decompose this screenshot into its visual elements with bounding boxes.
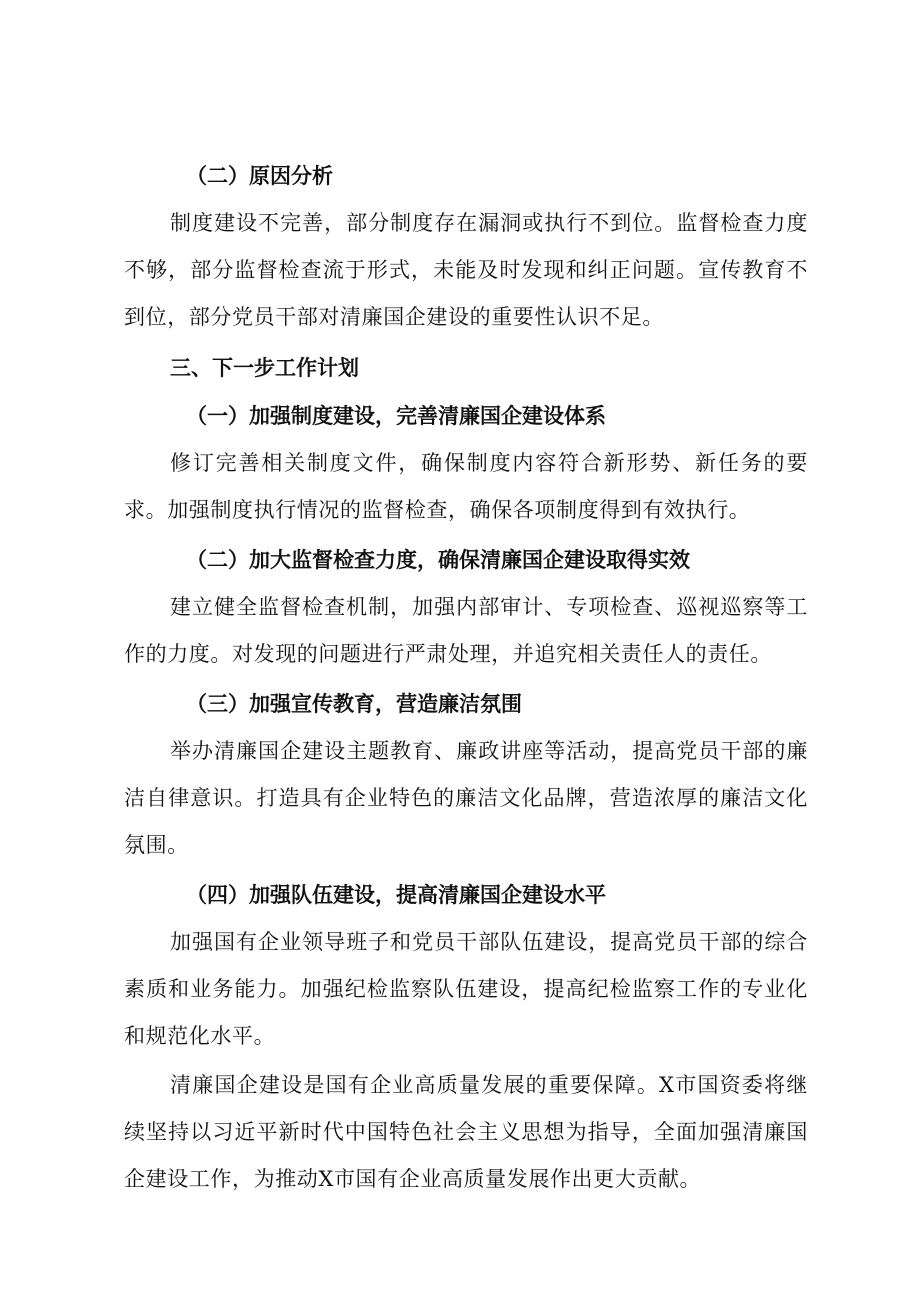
subheading-cause-analysis: （二）原因分析 [186, 163, 333, 188]
paragraph-supervision: 建立健全监督检查机制，加强内部审计、专项检查、巡视巡察等工作的力度。对发现的问题进行严肃处理，并追究相关责任人的责任。 [124, 595, 808, 666]
document-body [124, 152, 808, 1205]
paragraph-system-building: 修订完善相关制度文件，确保制度内容符合新形势、新任务的要求。加强制度执行情况的监督检查，确保各项制度得到有效执行。 [124, 451, 808, 522]
paragraph-education: 举办清廉国企建设主题教育、廉政讲座等活动，提高党员干部的廉洁自律意识。打造具有企业特色的廉洁文化品牌，营造浓厚的廉洁文化氛围。 [124, 739, 808, 857]
subheading-system-building: （一）加强制度建设，完善清廉国企建设体系 [186, 403, 606, 428]
subheading-education: （三）加强宣传教育，营造廉洁氛围 [186, 691, 522, 716]
heading-next-steps: 三、下一步工作计划 [170, 355, 359, 380]
paragraph-conclusion: 清廉国企建设是国有企业高质量发展的重要保障。X市国资委将继续坚持以习近平新时代中国特色社会主义思想为指导，全面加强清廉国企建设工作，为推动X市国有企业高质量发展作出更大贡献。 [124, 1073, 808, 1191]
subheading-supervision: （二）加大监督检查力度，确保清廉国企建设取得实效 [186, 547, 690, 572]
paragraph-cause-analysis: 制度建设不完善，部分制度存在漏洞或执行不到位。监督检查力度不够，部分监督检查流于形式，未能及时发现和纠正问题。宣传教育不到位，部分党员干部对清廉国企建设的重要性认识不足。 [124, 211, 808, 329]
paragraph-team-building: 加强国有企业领导班子和党员干部队伍建设，提高党员干部的综合素质和业务能力。加强纪检监察队伍建设，提高纪检监察工作的专业化和规范化水平。 [124, 930, 808, 1048]
subheading-team-building: （四）加强队伍建设，提高清廉国企建设水平 [186, 882, 606, 907]
